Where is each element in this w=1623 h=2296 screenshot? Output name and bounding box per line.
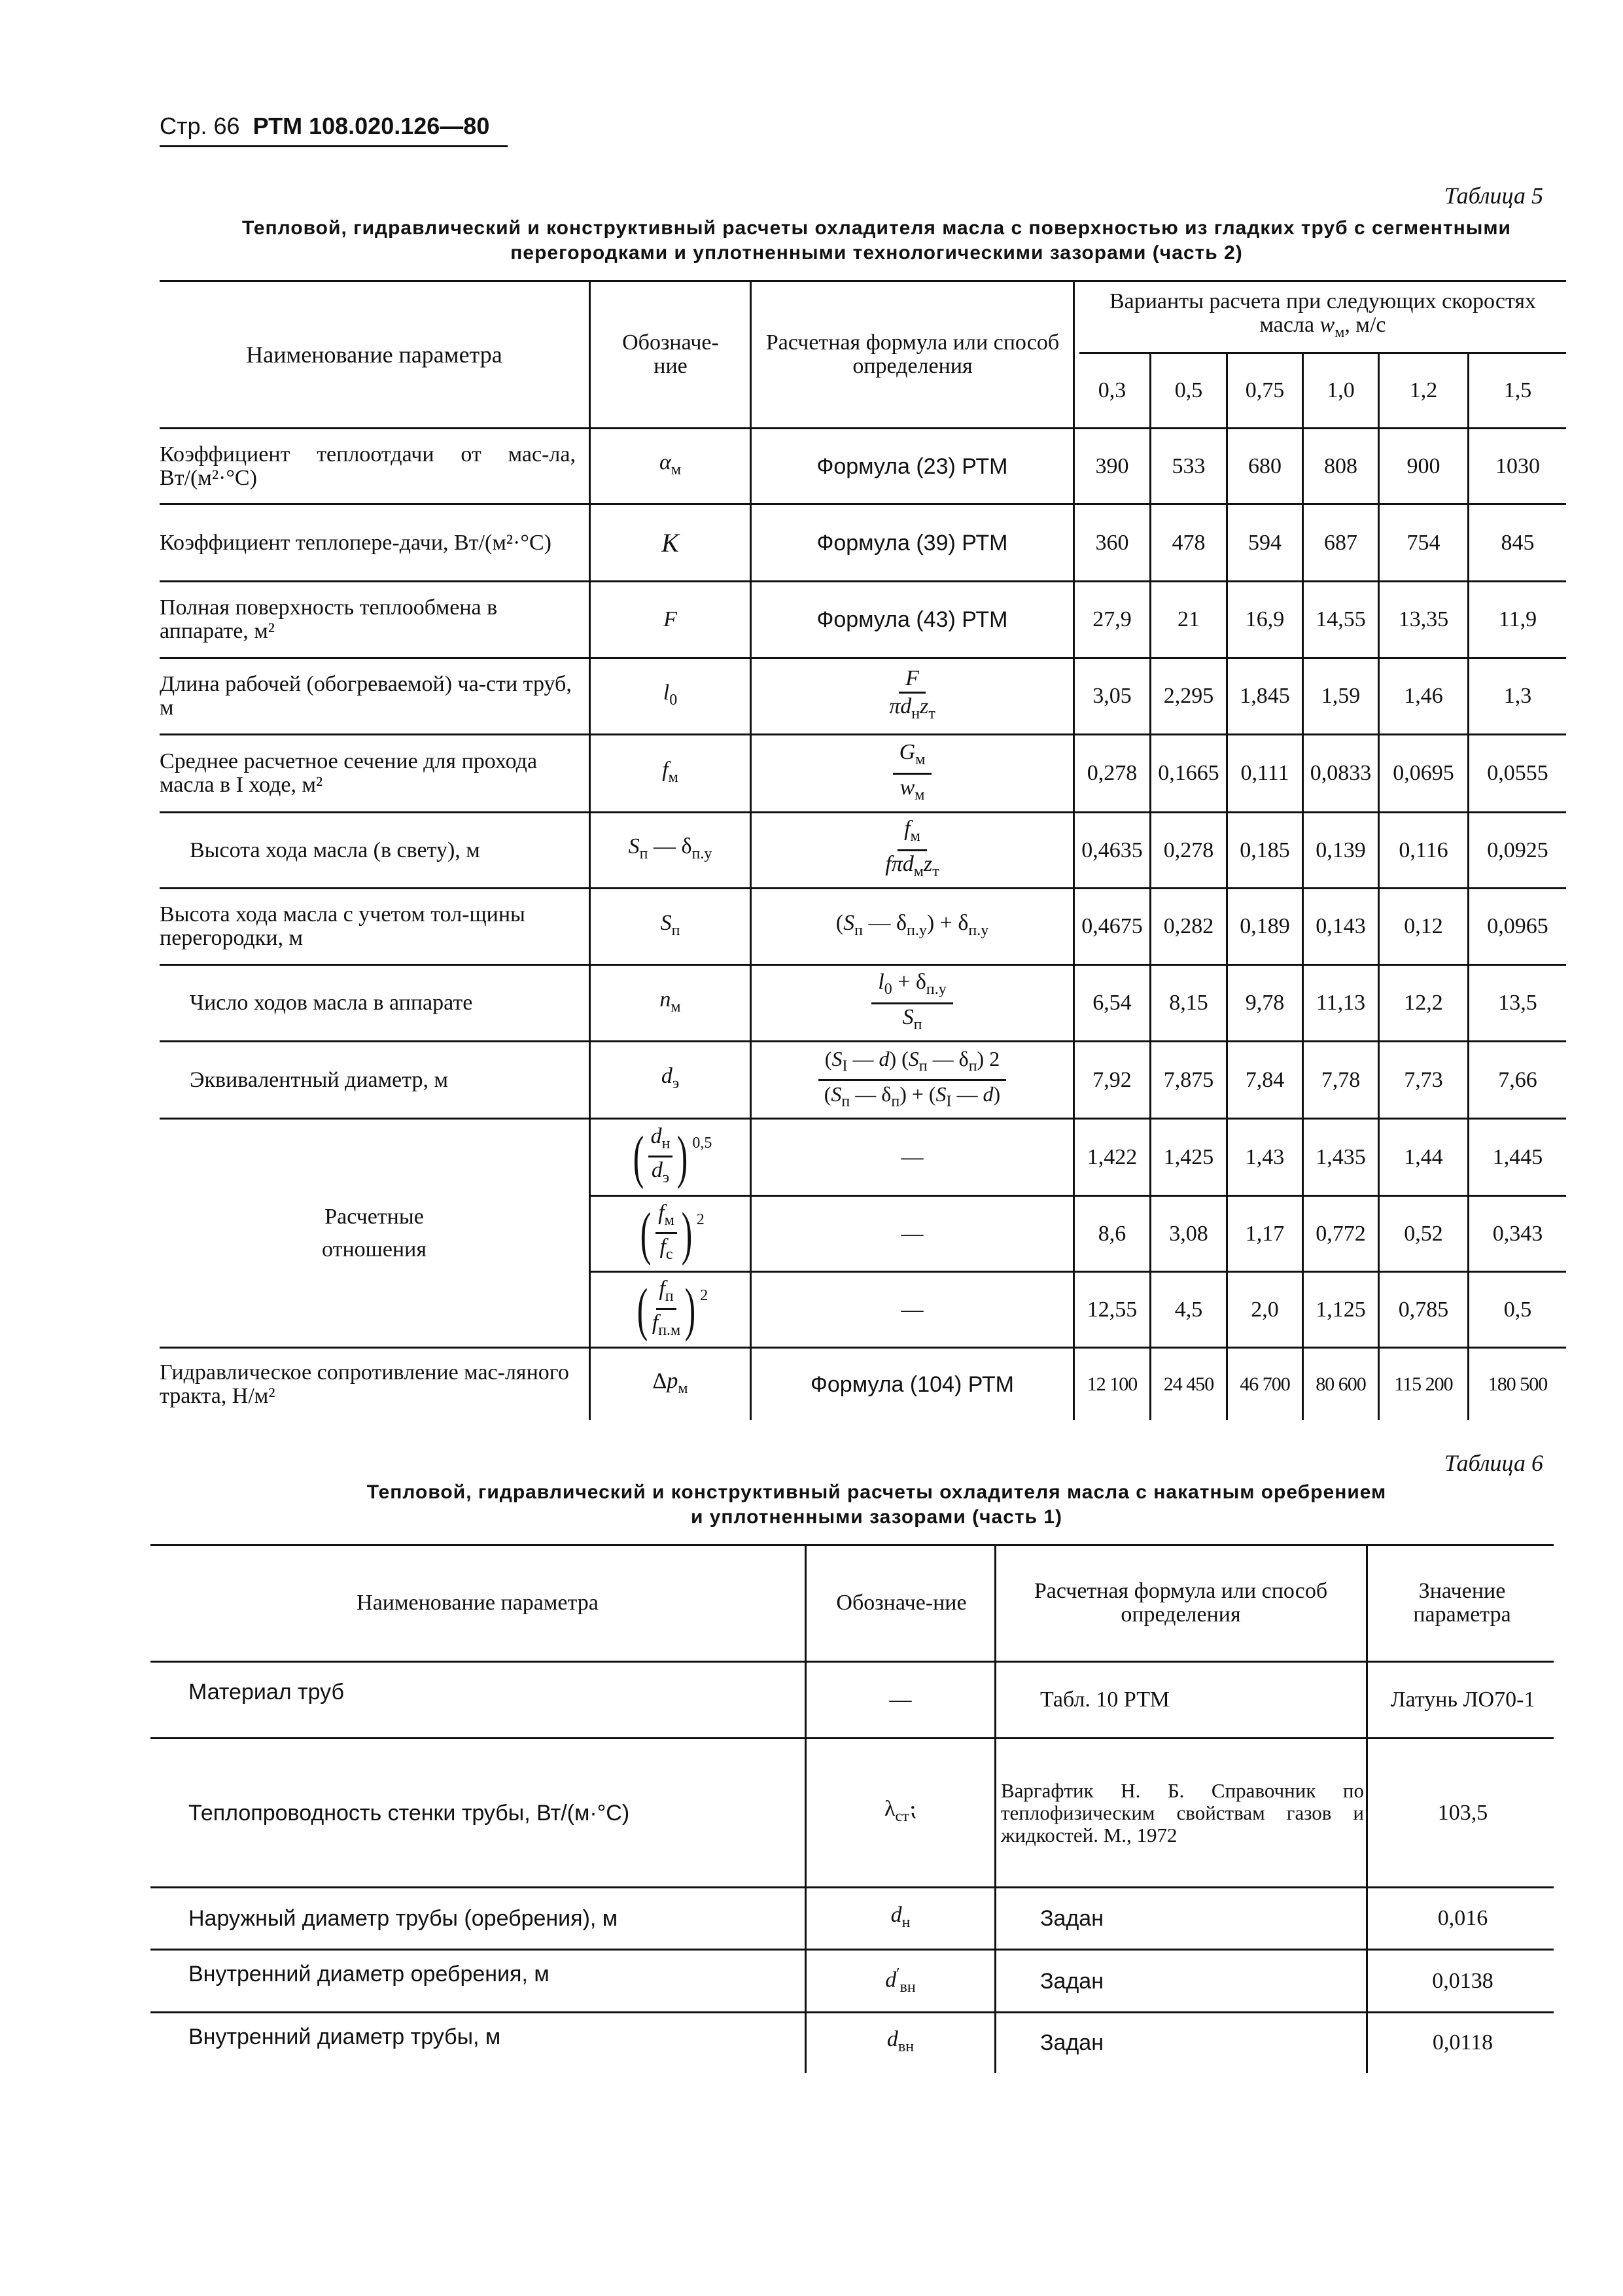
row-value: 14,55 (1316, 607, 1366, 631)
ratio-value: 0,785 (1398, 1297, 1449, 1322)
t6-row-value: 103,5 (1437, 1800, 1488, 1825)
row-value: 7,92 (1092, 1067, 1132, 1092)
row-param: Высота хода масла с учетом тол-щины перегородки, м (160, 902, 525, 950)
table5-title-line2: перегородками и уплотненными технологическими зазорами (часть 2) (510, 242, 1243, 264)
ratio-value: 3,08 (1169, 1221, 1208, 1246)
t6-row-value: Латунь ЛО70-1 (1390, 1687, 1535, 1712)
row-value: 478 (1172, 530, 1206, 555)
t6-row-param: Внутренний диаметр оребрения, м (188, 1962, 550, 1987)
ratio-value: 1,435 (1316, 1144, 1366, 1169)
t6-row-param: Материал труб (188, 1680, 345, 1704)
row-param: Гидравлическое сопротивление мас-ляного тракта, Н/м² (160, 1360, 569, 1408)
row-formula: Формула (39) РТМ (816, 530, 1008, 556)
speed-3: 1,0 (1327, 378, 1355, 402)
t6-row-symbol: $\lambda_{ст}⁏$ (884, 1797, 917, 1825)
ratios-label-line1: Расчетные (324, 1204, 424, 1229)
row-value: 13,35 (1398, 607, 1449, 631)
row-value: 680 (1248, 453, 1282, 478)
ratio-value: 1,17 (1245, 1221, 1285, 1246)
row-value: 115 200 (1394, 1373, 1453, 1395)
t6-row-symbol: — (889, 1687, 912, 1712)
row-value: 13,5 (1498, 991, 1537, 1015)
variants-text: Варианты расчета при следующих скоростях масла (1109, 289, 1537, 337)
t6-row-formula: Табл. 10 РТМ (1040, 1687, 1170, 1712)
row-param: Эквивалентный диаметр, м (190, 1067, 449, 1092)
table6-header-symbol: Обозначе-ние (836, 1591, 967, 1615)
row-formula: Формула (23) РТМ (816, 453, 1008, 479)
row-value: 0,0555 (1487, 761, 1548, 785)
speed-2: 0,75 (1245, 378, 1285, 402)
ratio-value: 1,43 (1245, 1144, 1285, 1169)
row-param: Коэффициент теплопере-дачи, Вт/(м²·°С) (160, 530, 551, 555)
speed-0: 0,3 (1098, 378, 1126, 402)
ratio-formula: — (901, 1221, 924, 1246)
table6-label: Таблица 6 (1444, 1450, 1543, 1476)
row-symbol: K (661, 527, 679, 557)
row-value: 11,9 (1498, 607, 1537, 631)
row-value: 0,1665 (1158, 761, 1219, 785)
table6-title (164, 1480, 1590, 1530)
t6-row-formula: Задан (1040, 1968, 1104, 1994)
row-value: 12 100 (1087, 1373, 1138, 1395)
speed-1: 0,5 (1174, 378, 1203, 402)
row-value: 0,0833 (1310, 761, 1372, 785)
header-rule (160, 145, 508, 147)
t6-row-value: 0,0138 (1432, 1968, 1493, 1993)
row-symbol: $\alpha_м$ (659, 450, 682, 478)
row-value: 46 700 (1240, 1373, 1290, 1395)
row-value: 7,73 (1404, 1067, 1443, 1092)
row-value: 16,9 (1245, 607, 1285, 631)
row-value: 12,2 (1404, 991, 1443, 1015)
row-value: 360 (1095, 530, 1129, 555)
row-value: 24 450 (1163, 1373, 1214, 1395)
row-value: 0,282 (1163, 914, 1214, 938)
row-value: 1030 (1495, 453, 1540, 478)
table5-label: Таблица 5 (1444, 183, 1543, 209)
row-value: 533 (1172, 453, 1206, 478)
ratio-value: 0,343 (1492, 1221, 1543, 1246)
row-formula-fraction: $\frac{(S_I — d) (S_п — \delta_п) 2}{(S_п — \delta_п) + (S_I — d)}$ (752, 1042, 1073, 1118)
table6-header-param: Наименование параметра (357, 1591, 599, 1615)
row-param: Число ходов масла в аппарате (190, 991, 473, 1015)
row-value: 0,116 (1399, 838, 1448, 862)
row-symbol: $d_э$ (661, 1064, 680, 1092)
row-value: 2,295 (1163, 684, 1214, 708)
row-value: 594 (1248, 530, 1282, 555)
ratio-formula: — (901, 1297, 924, 1322)
ratio-value: 1,422 (1087, 1144, 1138, 1169)
row-value: 0,278 (1087, 761, 1138, 785)
page-header (160, 113, 489, 140)
row-formula-fraction: $\frac{F}{\pi d_нz_т}$ (889, 666, 935, 722)
table5-header-formula: Расчетная формула или способ определения (765, 330, 1060, 378)
ratio-value: 0,5 (1503, 1297, 1532, 1322)
row-value: 1,3 (1503, 684, 1532, 708)
ratio-value: 1,425 (1163, 1144, 1214, 1169)
row-symbol: $l_0$ (663, 680, 678, 709)
row-value: 3,05 (1092, 684, 1132, 708)
row-formula: Формула (43) РТМ (816, 607, 1008, 632)
ratio-value: 2,0 (1251, 1297, 1279, 1322)
ratio-symbol: ( $\frac{d_н}{d_э}$ ) $^{0,5}$ (633, 1124, 712, 1190)
t6-row-formula: Задан (1040, 2030, 1104, 2055)
row-param: Среднее расчетное сечение для прохода масла в I ходе, м² (160, 749, 538, 797)
row-value: 0,0695 (1393, 761, 1454, 785)
table6-header-value: Значение параметра (1413, 1579, 1511, 1627)
row-value: 180 500 (1488, 1373, 1548, 1395)
table6-title-line2: и уплотненными зазорами (часть 1) (690, 1506, 1063, 1528)
ratio-value: 12,55 (1087, 1297, 1138, 1322)
row-value: 7,84 (1245, 1067, 1285, 1092)
table5-header-variants: Варианты расчета при следующих скоростях масла $w_м$, м/с (1109, 289, 1537, 341)
row-value: 808 (1324, 453, 1357, 478)
row-formula-fraction: $\frac{G_м}{w_м}$ (752, 735, 1073, 811)
row-value: 7,78 (1321, 1067, 1361, 1092)
row-formula-fraction: $\frac{f_м}{f\pi d_мz_т}$ (885, 817, 939, 880)
page-number: Стр. 66 (160, 113, 240, 139)
row-param: Высота хода масла (в свету), м (190, 838, 480, 862)
row-symbol: $S_п$ — $\delta_{п.у}$ (628, 834, 712, 862)
row-symbol: $S_п$ (660, 910, 680, 939)
row-value: 9,78 (1245, 991, 1285, 1015)
ratio-value: 0,772 (1316, 1221, 1366, 1246)
row-value: 27,9 (1092, 607, 1132, 631)
row-value: 1,845 (1240, 684, 1290, 708)
row-value: 390 (1095, 453, 1129, 478)
row-value: 0,4635 (1081, 838, 1143, 862)
ratio-value: 1,445 (1492, 1144, 1543, 1169)
row-value: 6,54 (1092, 991, 1132, 1015)
row-value: 0,12 (1404, 914, 1443, 938)
document-code: РТМ 108.020.126—80 (253, 113, 490, 139)
row-value: 0,0925 (1487, 838, 1548, 862)
row-symbol: F (663, 607, 677, 631)
ratios-label (160, 1120, 589, 1347)
row-param: Длина рабочей (обогреваемой) ча-сти труб, м (160, 672, 572, 720)
t6-row-value: 0,016 (1437, 1906, 1488, 1930)
t6-row-value: 0,0118 (1432, 2030, 1493, 2055)
row-value: 7,875 (1163, 1067, 1214, 1092)
row-value: 845 (1501, 530, 1535, 555)
ratio-value: 4,5 (1174, 1297, 1203, 1322)
table6-title-line1: Тепловой, гидравлический и конструктивный расчеты охладителя масла с накатным оребрением (366, 1481, 1387, 1503)
ratio-formula: — (901, 1144, 924, 1169)
ratio-symbol: ( $\frac{f_п}{f_{п.м}}$ ) $^2$ (637, 1277, 708, 1342)
table6-col-rule (994, 1545, 996, 2073)
row-value: 0,139 (1316, 838, 1366, 862)
row-value: 0,0965 (1487, 914, 1548, 938)
row-value: 0,143 (1316, 914, 1366, 938)
table5-title (164, 216, 1590, 266)
table5-header-symbol: Обозначе-ние (622, 330, 719, 378)
row-value: 21 (1178, 607, 1200, 631)
row-value: 0,4675 (1081, 914, 1143, 938)
row-param: Полная поверхность теплообмена в аппарате, м² (160, 595, 498, 643)
ratio-symbol: ( $\frac{f_м}{f_с}$ ) $^2$ (640, 1201, 705, 1266)
t6-row-formula: Задан (1040, 1906, 1104, 1931)
row-value: 8,15 (1169, 991, 1208, 1015)
table5-title-line1: Тепловой, гидравлический и конструктивный расчеты охладителя масла с поверхностью из гладких труб с сегментными (242, 217, 1511, 239)
ratio-value: 1,44 (1404, 1144, 1443, 1169)
ratio-value: 0,52 (1404, 1221, 1443, 1246)
row-value: 0,111 (1240, 761, 1289, 785)
row-formula: ($S_п$ — $\delta_{п.у}) + \delta_{п.у}$ (835, 910, 989, 939)
t6-row-param: Теплопроводность стенки трубы, Вт/(м·°С) (188, 1800, 630, 1826)
row-value: 687 (1324, 530, 1357, 555)
row-symbol: $\Delta p_м$ (652, 1368, 688, 1397)
t6-row-symbol: $d'_{вн}$ (885, 1966, 916, 1996)
ratios-label-line2: отношения (322, 1237, 427, 1262)
row-formula-fraction: $\frac{l_0 + \delta_{п.у}}{S_п}$ (752, 966, 1073, 1040)
t6-row-param: Внутренний диаметр трубы, м (188, 2024, 501, 2049)
t6-row-param: Наружный диаметр трубы (оребрения), м (188, 1906, 618, 1931)
row-value: 80 600 (1316, 1373, 1366, 1395)
row-value: 754 (1406, 530, 1440, 555)
row-formula: Формула (104) РТМ (811, 1372, 1014, 1397)
variants-unit: , м/с (1344, 312, 1386, 337)
table6-header-formula: Расчетная формула или способ определения (1034, 1579, 1328, 1627)
row-symbol: $n_м$ (659, 987, 681, 1016)
row-value: 0,185 (1240, 838, 1290, 862)
speed-5: 1,5 (1503, 378, 1532, 402)
speed-4: 1,2 (1409, 378, 1438, 402)
t6-row-symbol: $d_н$ (890, 1902, 911, 1931)
ratio-value: 1,125 (1316, 1297, 1366, 1322)
row-value: 900 (1406, 453, 1440, 478)
ratio-value: 8,6 (1098, 1221, 1126, 1246)
table5-header-param: Наименование параметра (246, 341, 502, 368)
row-symbol: $f_м$ (662, 757, 678, 786)
row-value: 11,13 (1316, 991, 1366, 1015)
row-value: 0,278 (1163, 838, 1214, 862)
row-value: 0,189 (1240, 914, 1290, 938)
t6-row-formula: Варгафтик Н. Б. Справочник по теплофизическим свойствам газов и жидкостей. М., 1972 (1001, 1778, 1364, 1846)
row-value: 1,46 (1404, 684, 1443, 708)
row-param: Коэффициент теплоотдачи от мас-ла, Вт/(м²·°С) (160, 442, 576, 490)
row-value: 7,66 (1498, 1067, 1537, 1092)
row-value: 1,59 (1321, 684, 1361, 708)
t6-row-symbol: $d_{вн}$ (886, 2026, 915, 2055)
